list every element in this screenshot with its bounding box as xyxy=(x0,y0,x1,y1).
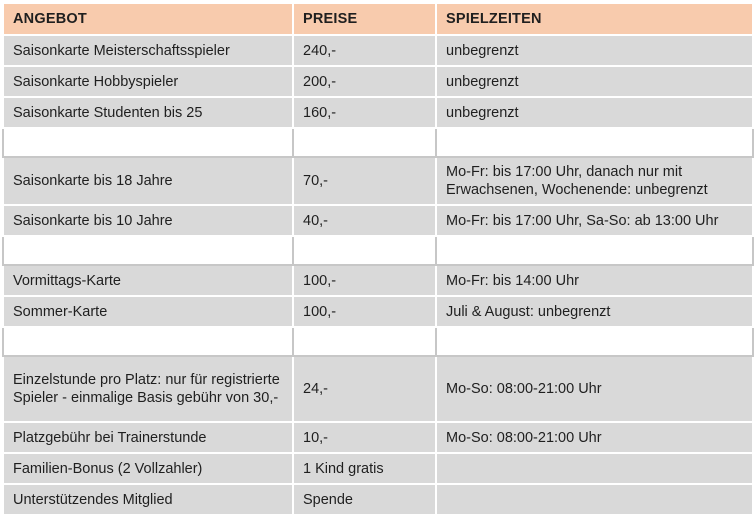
price-cell: 100,- xyxy=(293,265,436,296)
offer-cell: Familien-Bonus (2 Vollzahler) xyxy=(3,453,293,484)
table-row xyxy=(3,265,753,296)
price-cell: 100,- xyxy=(293,296,436,327)
header-angebot: ANGEBOT xyxy=(3,3,293,35)
times-cell xyxy=(436,128,753,157)
times-cell: Juli & August: unbegrenzt xyxy=(436,296,753,327)
price-cell: 200,- xyxy=(293,66,436,97)
offer-cell: Saisonkarte bis 10 Jahre xyxy=(3,205,293,236)
header-preise: PREISE xyxy=(293,3,436,35)
offer-cell xyxy=(3,327,293,356)
table-row xyxy=(3,422,753,453)
price-cell xyxy=(293,236,436,265)
header-row xyxy=(3,3,753,35)
offer-cell xyxy=(3,128,293,157)
times-cell: unbegrenzt xyxy=(436,35,753,66)
times-cell xyxy=(436,327,753,356)
price-cell: 240,- xyxy=(293,35,436,66)
spacer-row xyxy=(3,128,753,157)
offer-cell: Saisonkarte Hobbyspieler xyxy=(3,66,293,97)
price-cell: 40,- xyxy=(293,205,436,236)
spacer-row xyxy=(3,327,753,356)
price-cell xyxy=(293,128,436,157)
price-cell: Spende xyxy=(293,484,436,515)
price-cell: 24,- xyxy=(293,356,436,422)
table-row xyxy=(3,66,753,97)
times-cell: Mo-Fr: bis 14:00 Uhr xyxy=(436,265,753,296)
table-row xyxy=(3,35,753,66)
price-cell: 10,- xyxy=(293,422,436,453)
times-cell: Mo-So: 08:00-21:00 Uhr xyxy=(436,356,753,422)
times-cell xyxy=(436,484,753,515)
offer-cell: Sommer-Karte xyxy=(3,296,293,327)
offer-cell: Saisonkarte Studenten bis 25 xyxy=(3,97,293,128)
times-cell xyxy=(436,453,753,484)
times-cell: unbegrenzt xyxy=(436,97,753,128)
offer-cell: Vormittags-Karte xyxy=(3,265,293,296)
table-row xyxy=(3,356,753,422)
times-cell: Mo-So: 08:00-21:00 Uhr xyxy=(436,422,753,453)
price-table xyxy=(2,2,754,516)
table-row xyxy=(3,296,753,327)
header-spielzeiten: SPIELZEITEN xyxy=(436,3,753,35)
table-row xyxy=(3,205,753,236)
table-row xyxy=(3,97,753,128)
offer-cell: Unterstützendes Mitglied xyxy=(3,484,293,515)
offer-cell xyxy=(3,236,293,265)
table-row xyxy=(3,484,753,515)
table-row xyxy=(3,453,753,484)
spacer-row xyxy=(3,236,753,265)
price-cell xyxy=(293,327,436,356)
table-row xyxy=(3,157,753,205)
offer-cell: Saisonkarte Meisterschaftsspieler xyxy=(3,35,293,66)
offer-cell: Saisonkarte bis 18 Jahre xyxy=(3,157,293,205)
times-cell: unbegrenzt xyxy=(436,66,753,97)
offer-cell: Einzelstunde pro Platz: nur für registrierte Spieler - einmalige Basis gebühr von 30,- xyxy=(3,356,293,422)
price-cell: 160,- xyxy=(293,97,436,128)
times-cell xyxy=(436,236,753,265)
price-cell: 1 Kind gratis xyxy=(293,453,436,484)
times-cell: Mo-Fr: bis 17:00 Uhr, Sa-So: ab 13:00 Uhr xyxy=(436,205,753,236)
offer-cell: Platzgebühr bei Trainerstunde xyxy=(3,422,293,453)
price-cell: 70,- xyxy=(293,157,436,205)
times-cell: Mo-Fr: bis 17:00 Uhr, danach nur mit Erwachsenen, Wochenende: unbegrenzt xyxy=(436,157,753,205)
